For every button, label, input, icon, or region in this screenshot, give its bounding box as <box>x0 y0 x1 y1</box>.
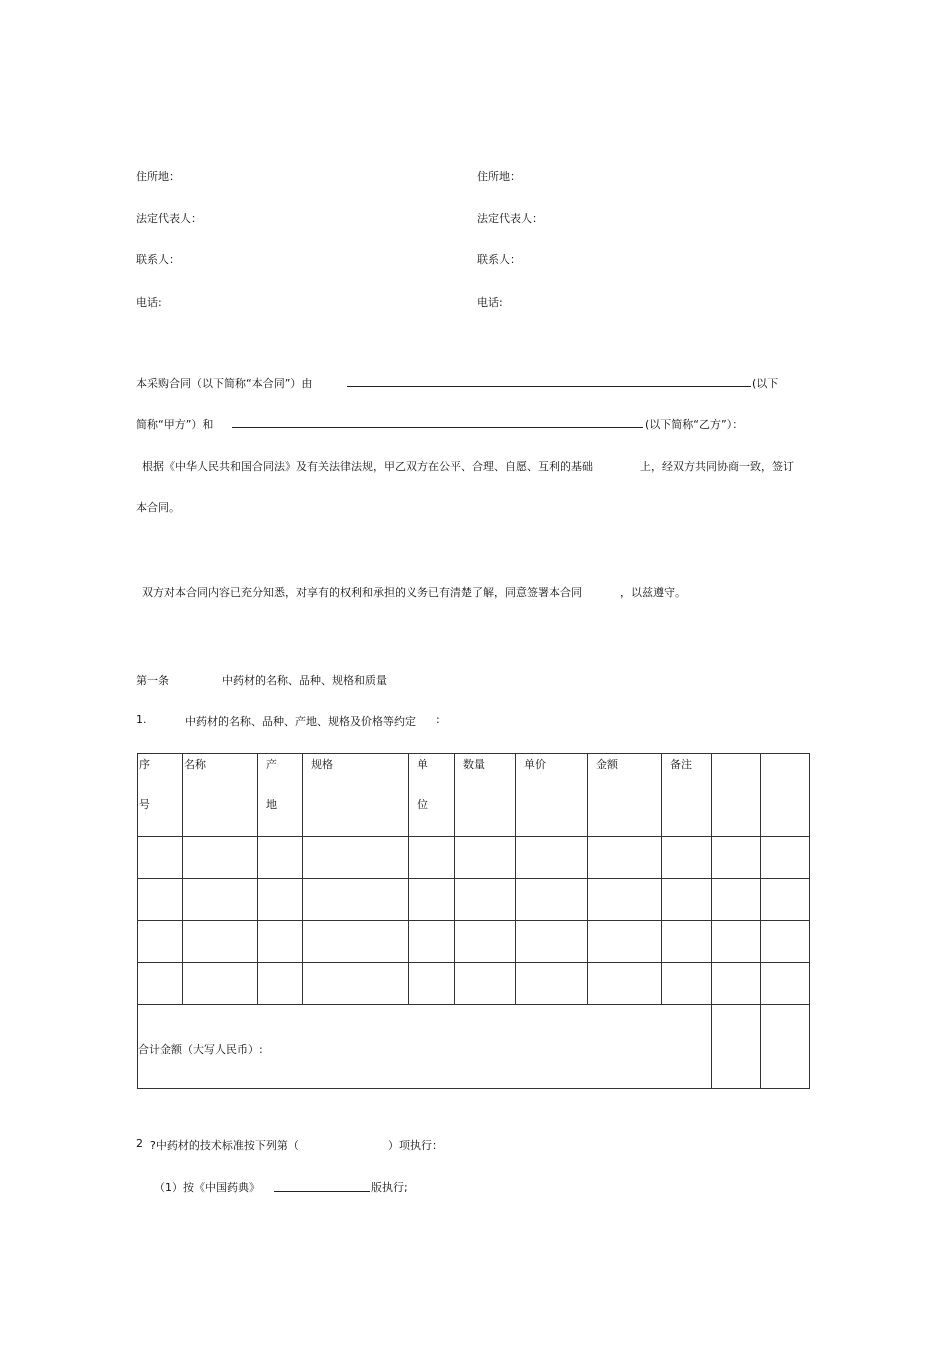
header-unit: 单 位 <box>409 754 455 837</box>
table-cell[interactable] <box>588 879 662 921</box>
header-spec: 规格 <box>303 754 409 837</box>
table-cell[interactable] <box>409 879 455 921</box>
table-cell[interactable] <box>303 963 409 1005</box>
table-cell[interactable] <box>516 921 588 963</box>
intro-line3-tail: 上，经双方共同协商一致，签订 <box>640 460 794 473</box>
header-extra-1 <box>712 754 761 837</box>
party-b-contact-label: 联系人： <box>477 253 521 266</box>
header-serial: 序 号 <box>138 754 183 837</box>
item2-tail: ）项执行： <box>388 1139 443 1152</box>
intro-line2-text: 简称“甲方”）和 <box>136 418 214 431</box>
table-cell[interactable] <box>303 921 409 963</box>
article1-title: 中药材的名称、品种、规格和质量 <box>222 674 387 687</box>
table-cell[interactable] <box>138 879 183 921</box>
table-cell[interactable] <box>258 837 303 879</box>
item1-number: 1. <box>136 713 147 726</box>
header-amount: 金额 <box>588 754 662 837</box>
table-cell[interactable] <box>712 963 761 1005</box>
item1-text: 中药材的名称、品种、产地、规格及价格等约定 <box>185 715 416 728</box>
table-total-row <box>138 1005 810 1089</box>
header-unit-price: 单价 <box>516 754 588 837</box>
party-b-legal-rep-label: 法定代表人： <box>477 212 543 225</box>
party-a-name-blank <box>347 374 751 387</box>
table-cell[interactable] <box>712 837 761 879</box>
total-amount-label: 合计金额（大写人民币）: <box>138 1043 263 1056</box>
table-cell[interactable] <box>455 837 516 879</box>
item1-colon: : <box>436 713 440 726</box>
item2-1-tail: 版执行; <box>371 1181 408 1194</box>
table-cell[interactable] <box>183 837 258 879</box>
table-cell[interactable] <box>455 879 516 921</box>
table-cell[interactable] <box>761 1005 810 1089</box>
table-cell[interactable] <box>409 837 455 879</box>
party-a-contact-label: 联系人： <box>136 253 180 266</box>
table-cell[interactable] <box>712 1005 761 1089</box>
table-cell[interactable] <box>409 921 455 963</box>
table-cell[interactable] <box>138 921 183 963</box>
table-cell[interactable] <box>662 963 712 1005</box>
table-cell[interactable] <box>516 963 588 1005</box>
table-row <box>138 837 810 879</box>
item2-text: ?中药材的技术标准按下列第（ <box>150 1139 299 1152</box>
party-a-phone-label: 电话: <box>136 296 162 309</box>
total-amount-cell[interactable] <box>138 1005 712 1089</box>
table-cell[interactable] <box>183 879 258 921</box>
item2-1-text: （1）按《中国药典》 <box>154 1181 260 1194</box>
table-cell[interactable] <box>303 837 409 879</box>
table-cell[interactable] <box>138 963 183 1005</box>
table-cell[interactable] <box>761 963 810 1005</box>
party-b-phone-label: 电话: <box>477 296 503 309</box>
party-a-address-label: 住所地： <box>136 170 180 183</box>
table-row <box>138 921 810 963</box>
table-row <box>138 879 810 921</box>
party-a-legal-rep-label: 法定代表人： <box>136 212 202 225</box>
party-b-address-label: 住所地： <box>477 170 521 183</box>
intro-line3-text: 根据《中华人民共和国合同法》及有关法律法规，甲乙双方在公平、合理、自愿、互利的基础 <box>142 460 593 473</box>
intro-line2-tail: (以下简称“乙方”）： <box>645 418 744 431</box>
table-cell[interactable] <box>258 879 303 921</box>
table-cell[interactable] <box>258 963 303 1005</box>
table-cell[interactable] <box>588 963 662 1005</box>
table-cell[interactable] <box>712 879 761 921</box>
intro-line1-text: 本采购合同（以下简称“本合同”）由 <box>136 377 313 390</box>
table-cell[interactable] <box>516 837 588 879</box>
table-cell[interactable] <box>409 963 455 1005</box>
pharmacopoeia-edition-blank <box>274 1179 370 1192</box>
table-cell[interactable] <box>183 963 258 1005</box>
table-cell[interactable] <box>662 879 712 921</box>
table-cell[interactable] <box>662 921 712 963</box>
table-cell[interactable] <box>662 837 712 879</box>
table-cell[interactable] <box>761 837 810 879</box>
header-origin: 产 地 <box>258 754 303 837</box>
header-name: 名称 <box>183 754 258 837</box>
table-header-row <box>138 754 810 837</box>
article1-label: 第一条 <box>136 674 169 687</box>
table-cell[interactable] <box>138 837 183 879</box>
table-cell[interactable] <box>761 921 810 963</box>
header-quantity: 数量 <box>455 754 516 837</box>
table-row <box>138 963 810 1005</box>
table-cell[interactable] <box>303 879 409 921</box>
header-remarks: 备注 <box>662 754 712 837</box>
intro-line1-tail: (以下 <box>752 377 779 390</box>
table-cell[interactable] <box>516 879 588 921</box>
agreement-tail: ，以兹遵守。 <box>620 586 686 599</box>
header-extra-2 <box>761 754 810 837</box>
intro-line4-text: 本合同。 <box>136 501 180 514</box>
table-cell[interactable] <box>455 963 516 1005</box>
table-cell[interactable] <box>258 921 303 963</box>
table-cell[interactable] <box>455 921 516 963</box>
item2-number: 2 <box>136 1137 143 1150</box>
agreement-text: 双方对本合同内容已充分知悉，对享有的权利和承担的义务已有清楚了解，同意签署本合同 <box>142 586 582 599</box>
table-cell[interactable] <box>588 837 662 879</box>
herb-items-table <box>137 753 810 1089</box>
table-cell[interactable] <box>588 921 662 963</box>
table-cell[interactable] <box>712 921 761 963</box>
party-b-name-blank <box>232 415 643 428</box>
table-cell[interactable] <box>183 921 258 963</box>
table-cell[interactable] <box>761 879 810 921</box>
